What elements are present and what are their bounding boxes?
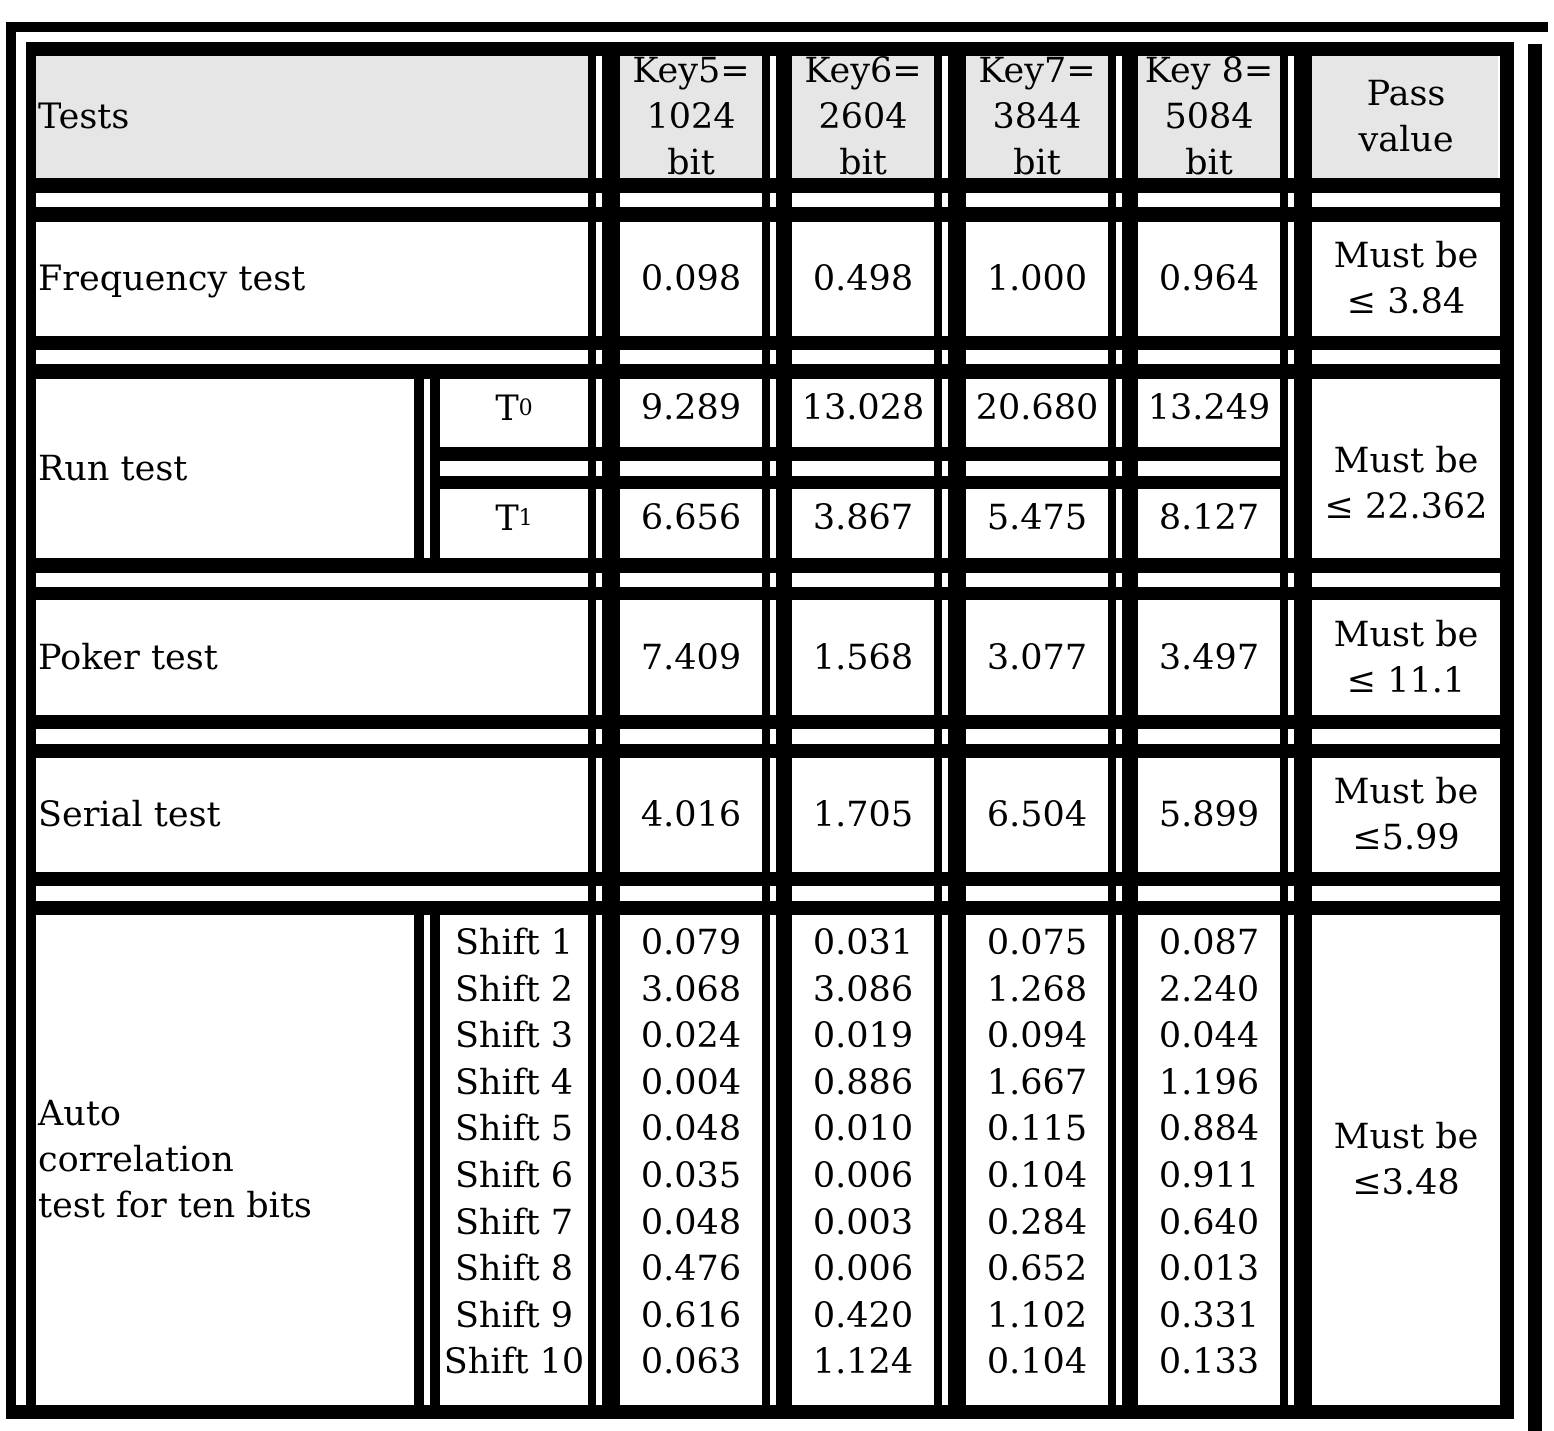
header-key8-line1: Key 8= xyxy=(1144,51,1274,91)
frequency-label: Frequency test xyxy=(38,259,306,299)
auto-key7-value: 1.667 xyxy=(986,1062,1088,1103)
auto-subcol-rule-a xyxy=(414,915,424,1405)
run-t1-key5: 6.656 xyxy=(640,498,742,538)
frame-right xyxy=(1528,44,1542,1431)
col-rule-2c xyxy=(776,42,784,1405)
col-rule-4a xyxy=(956,42,966,1405)
header-pass-line2: value xyxy=(1358,120,1454,160)
col-rule-6a xyxy=(1302,42,1312,1405)
auto-key8-value: 0.331 xyxy=(1158,1295,1260,1336)
auto-label-line1: Auto xyxy=(38,1094,121,1134)
auto-key6-value: 0.006 xyxy=(812,1249,914,1290)
auto-key5-value: 0.616 xyxy=(640,1295,742,1336)
auto-key6-value: 0.006 xyxy=(812,1155,914,1196)
header-key6-line1: Key6= xyxy=(804,51,922,91)
col-rule-5c xyxy=(1294,42,1302,1405)
auto-key5-value: 0.035 xyxy=(640,1155,742,1196)
col-rule-5a xyxy=(1130,42,1138,1405)
auto-key7-value: 0.115 xyxy=(986,1109,1088,1150)
run-pass xyxy=(1312,379,1500,589)
frequency-key8: 0.964 xyxy=(1158,259,1260,299)
auto-shift-label: Shift 3 xyxy=(454,1016,574,1057)
run-t0-key6: 13.028 xyxy=(801,388,925,428)
auto-key7-value: 1.268 xyxy=(986,969,1088,1010)
col-rule-5b xyxy=(1280,42,1288,1405)
auto-key8-value: 0.884 xyxy=(1158,1109,1260,1150)
serial-pass xyxy=(1312,758,1500,872)
auto-key7-value: 0.652 xyxy=(986,1249,1088,1290)
header-key5-line1: Key5= xyxy=(632,51,750,91)
serial-key6: 1.705 xyxy=(812,795,914,835)
auto-key6-value: 0.420 xyxy=(812,1295,914,1336)
frequency-key7: 1.000 xyxy=(986,259,1088,299)
rule-run-mid-1 xyxy=(440,447,1284,461)
frequency-key5: 0.098 xyxy=(640,259,742,299)
poker-pass xyxy=(1312,600,1500,715)
auto-pass-line2: ≤3.48 xyxy=(1352,1163,1460,1203)
frame-left xyxy=(6,22,16,1419)
run-pass-line1: Must be xyxy=(1333,441,1479,481)
frequency-pass xyxy=(1312,222,1500,336)
header-tests: Tests xyxy=(38,97,130,137)
run-t1-base: T xyxy=(495,499,519,539)
auto-key5-value: 0.048 xyxy=(640,1202,742,1243)
run-t1-key6: 3.867 xyxy=(812,498,914,538)
rule-poker-top xyxy=(26,587,1514,600)
rule-auto-top xyxy=(26,901,1514,915)
run-t0-sub: 0 xyxy=(518,396,533,421)
auto-shift-labels xyxy=(440,920,588,1386)
auto-key6-value: 3.086 xyxy=(812,969,914,1010)
auto-key7-value: 0.104 xyxy=(986,1342,1088,1383)
auto-label-line3: test for ten bits xyxy=(38,1186,312,1226)
auto-key5-value: 0.004 xyxy=(640,1062,742,1103)
rule-run-mid-2 xyxy=(440,476,1284,489)
col-rule-3c xyxy=(948,42,956,1405)
rule-serial-top xyxy=(26,744,1514,758)
auto-key7-values xyxy=(966,920,1108,1386)
col-rule-4b xyxy=(1108,42,1116,1405)
auto-shift-label: Shift 5 xyxy=(454,1109,574,1150)
run-t0-key8: 13.249 xyxy=(1147,388,1271,428)
frame-top xyxy=(6,22,1548,32)
poker-key8: 3.497 xyxy=(1158,637,1260,678)
auto-shift-label: Shift 1 xyxy=(454,923,574,963)
auto-key7-value: 0.104 xyxy=(986,1155,1088,1196)
auto-shift-label: Shift 8 xyxy=(454,1249,574,1290)
auto-key5-value: 0.048 xyxy=(640,1109,742,1150)
auto-key8-value: 1.196 xyxy=(1158,1062,1260,1103)
auto-shift-label: Shift 4 xyxy=(454,1062,574,1103)
run-t0-base: T xyxy=(495,389,519,429)
col-rule-2b xyxy=(762,42,770,1405)
run-t0-label xyxy=(440,379,588,439)
serial-label: Serial test xyxy=(38,795,221,835)
run-t1-sub: 1 xyxy=(518,506,533,531)
auto-shift-label: Shift 7 xyxy=(454,1202,574,1243)
run-t1-key8: 8.127 xyxy=(1158,498,1260,538)
auto-key6-value: 0.019 xyxy=(812,1016,914,1057)
poker-key7: 3.077 xyxy=(986,637,1088,678)
auto-label-line2: correlation xyxy=(38,1140,234,1180)
col-rule-1a xyxy=(588,42,596,1405)
col-rule-4c xyxy=(1122,42,1130,1405)
serial-key8: 5.899 xyxy=(1158,795,1260,835)
header-key8-line2: 5084 bit xyxy=(1164,97,1254,183)
run-label: Run test xyxy=(38,448,188,489)
header-key6 xyxy=(792,51,934,183)
auto-key8-value: 0.087 xyxy=(1158,923,1260,963)
frequency-pass-line1: Must be xyxy=(1333,236,1479,276)
auto-shift-label: Shift 2 xyxy=(454,969,574,1010)
header-key5 xyxy=(620,51,762,183)
auto-key6-value: 1.124 xyxy=(812,1342,914,1383)
auto-key7-value: 0.284 xyxy=(986,1202,1088,1243)
auto-key5-value: 3.068 xyxy=(640,969,742,1010)
auto-key8-value: 0.911 xyxy=(1158,1155,1260,1196)
run-subcol-rule-a xyxy=(414,379,424,558)
auto-pass xyxy=(1312,915,1500,1405)
run-t0-key5: 9.289 xyxy=(640,388,742,428)
auto-key6-value: 0.010 xyxy=(812,1109,914,1150)
header-pass-line1: Pass xyxy=(1366,74,1446,114)
auto-key8-value: 0.013 xyxy=(1158,1249,1260,1290)
rule-run-top xyxy=(26,364,1514,379)
header-key8 xyxy=(1138,51,1280,183)
auto-key7-value: 1.102 xyxy=(986,1295,1088,1336)
auto-key8-value: 0.640 xyxy=(1158,1202,1260,1243)
auto-key5-value: 0.024 xyxy=(640,1016,742,1057)
run-pass-line2: ≤ 22.362 xyxy=(1324,487,1488,527)
auto-key8-value: 2.240 xyxy=(1158,969,1260,1010)
auto-key6-value: 0.886 xyxy=(812,1062,914,1103)
auto-key6-value: 0.031 xyxy=(812,923,914,963)
col-rule-6b xyxy=(1500,56,1514,1419)
auto-key7-value: 0.075 xyxy=(986,923,1088,963)
col-rule-3b xyxy=(934,42,942,1405)
header-key7-line1: Key7= xyxy=(978,51,1096,91)
col-rule-3a xyxy=(784,42,792,1405)
col-rule-1b xyxy=(602,42,610,1405)
auto-shift-label: Shift 9 xyxy=(454,1295,574,1336)
frame-bottom xyxy=(6,1405,1500,1419)
auto-key7-value: 0.094 xyxy=(986,1016,1088,1057)
rule-header-top xyxy=(26,42,1514,56)
auto-subcol-rule-b xyxy=(430,915,440,1405)
auto-key6-values xyxy=(792,920,934,1386)
col-rule-2a xyxy=(610,42,620,1405)
run-t0-key7: 20.680 xyxy=(975,388,1099,428)
auto-key5-value: 0.476 xyxy=(640,1249,742,1290)
poker-key5: 7.409 xyxy=(640,637,742,678)
auto-shift-label: Shift 10 xyxy=(443,1342,585,1383)
auto-shift-label: Shift 6 xyxy=(454,1155,574,1196)
auto-key8-values xyxy=(1138,920,1280,1386)
run-t1-key7: 5.475 xyxy=(986,498,1088,538)
serial-key7: 6.504 xyxy=(986,795,1088,835)
frequency-pass-line2: ≤ 3.84 xyxy=(1346,282,1466,322)
auto-key5-value: 0.063 xyxy=(640,1342,742,1383)
poker-key6: 1.568 xyxy=(812,637,914,678)
run-subcol-rule-b xyxy=(430,379,440,558)
serial-key5: 4.016 xyxy=(640,795,742,835)
poker-pass-line2: ≤ 11.1 xyxy=(1346,660,1466,701)
frequency-key6: 0.498 xyxy=(812,259,914,299)
header-key7 xyxy=(966,51,1108,183)
auto-label xyxy=(38,915,408,1405)
rule-frequency-top xyxy=(26,207,1514,222)
run-t1-label xyxy=(440,489,588,549)
auto-pass-line1: Must be xyxy=(1333,1117,1479,1157)
serial-pass-line2: ≤5.99 xyxy=(1352,818,1460,858)
header-key6-line2: 2604 bit xyxy=(818,97,908,183)
auto-key5-values xyxy=(620,920,762,1386)
auto-key5-value: 0.079 xyxy=(640,923,742,963)
serial-pass-line1: Must be xyxy=(1333,772,1479,812)
poker-pass-line1: Must be xyxy=(1333,614,1479,655)
header-key5-line2: 1024 bit xyxy=(646,97,736,183)
poker-label: Poker test xyxy=(38,637,218,678)
auto-key8-value: 0.133 xyxy=(1158,1342,1260,1383)
header-key7-line2: 3844 bit xyxy=(992,97,1082,183)
auto-key6-value: 0.003 xyxy=(812,1202,914,1243)
header-pass xyxy=(1312,56,1500,178)
auto-key8-value: 0.044 xyxy=(1158,1016,1260,1057)
